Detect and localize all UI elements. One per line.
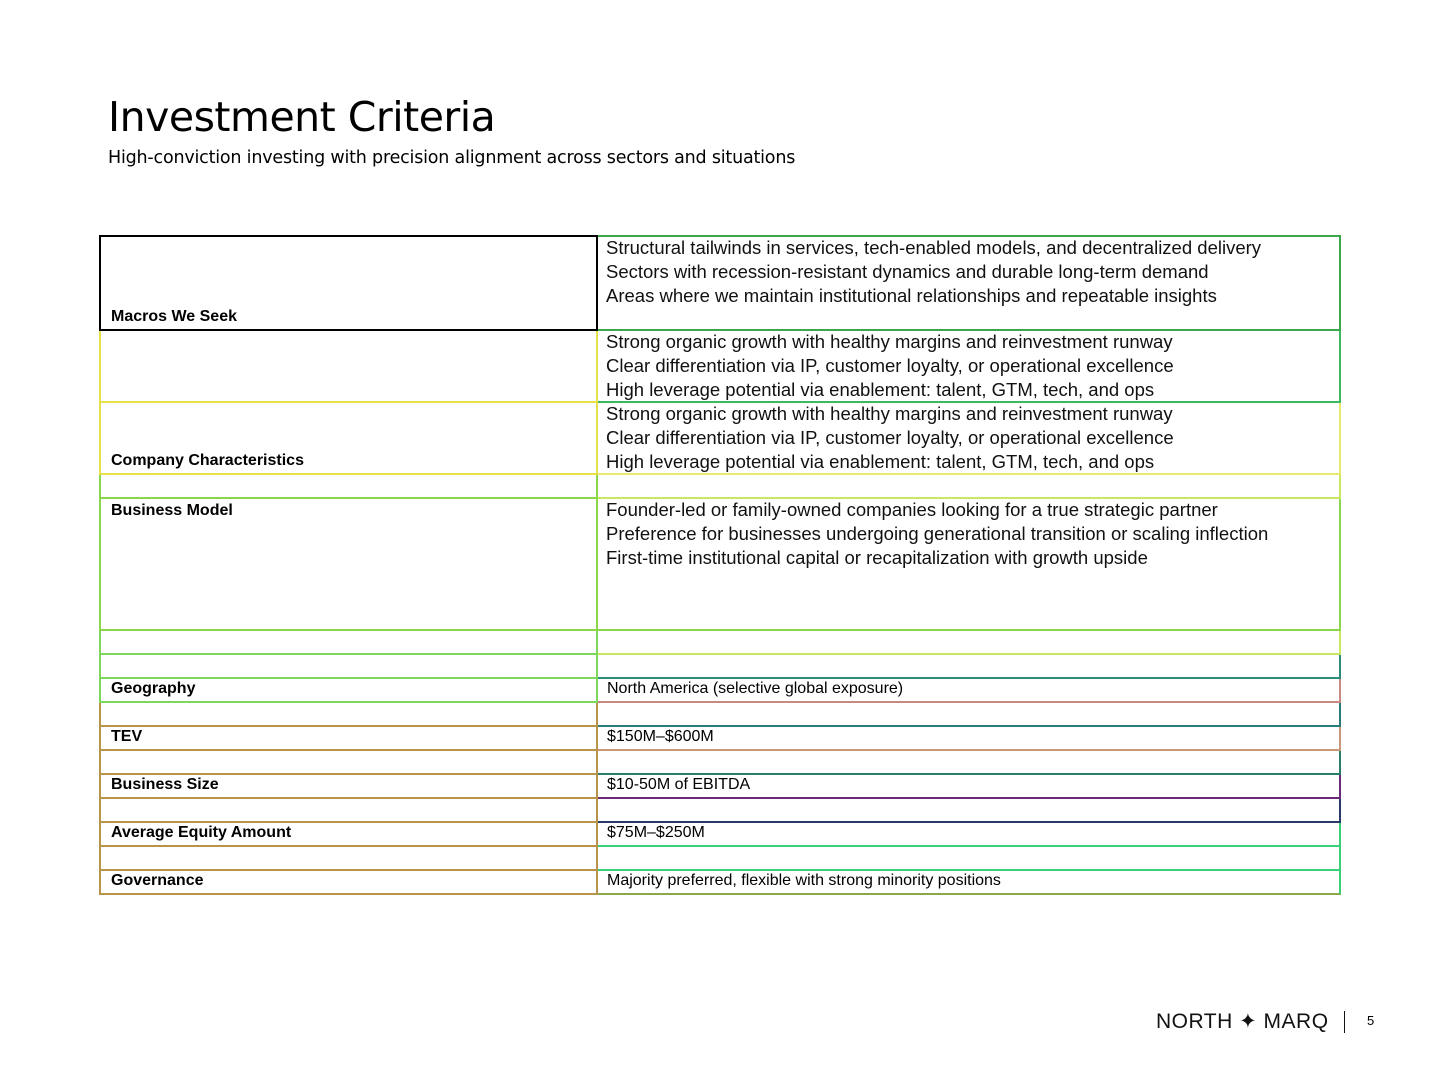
- list-item: Structural tailwinds in services, tech-enabled models, and decentralized delivery: [606, 237, 1262, 258]
- list-item: Areas where we maintain institutional relationships and repeatable insights: [606, 285, 1217, 306]
- list-item: Clear differentiation via IP, customer loyalty, or operational excellence: [606, 355, 1174, 376]
- list-item: High leverage potential via enablement: talent, GTM, tech, and ops: [606, 379, 1155, 400]
- table-row-empty: [99, 847, 1341, 871]
- table-row-empty: [99, 631, 1341, 655]
- equity-label: Average Equity Amount: [111, 824, 292, 841]
- company-label: Company Characteristics: [111, 452, 304, 469]
- table-row-geography: [99, 679, 1341, 703]
- list-item: Strong organic growth with healthy margins and reinvestment runway: [606, 331, 1173, 352]
- list-item: Preference for businesses undergoing generational transition or scaling inflection: [606, 523, 1269, 544]
- business-model-label: Business Model: [111, 502, 233, 519]
- macros-lines: [606, 236, 1335, 308]
- table-row-empty: [99, 475, 1341, 499]
- table-row-empty: [99, 751, 1341, 775]
- list-item: High leverage potential via enablement: talent, GTM, tech, and ops: [606, 451, 1155, 472]
- list-item: Clear differentiation via IP, customer loyalty, or operational excellence: [606, 427, 1174, 448]
- table-row-empty: [99, 655, 1341, 679]
- table-row-empty: [99, 799, 1341, 823]
- list-item: Sectors with recession-resistant dynamics and durable long-term demand: [606, 261, 1209, 282]
- table-row-macros: [99, 235, 1341, 331]
- tev-label: TEV: [111, 728, 143, 745]
- table-row-equity: [99, 823, 1341, 847]
- dup-characteristics-lines: [606, 330, 1335, 402]
- company-logo: NORTH ✦ MARQ: [1156, 1010, 1329, 1033]
- table-row-characteristics-duplicate: [99, 331, 1341, 403]
- table-row-business-model: [99, 499, 1341, 631]
- table-row-business-size: [99, 775, 1341, 799]
- governance-value: Majority preferred, flexible with strong minority positions: [607, 872, 1001, 889]
- table-row-company: [99, 403, 1341, 475]
- list-item: First-time institutional capital or recapitalization with growth upside: [606, 547, 1148, 568]
- footer-divider: [1344, 1011, 1345, 1033]
- tev-value: $150M–$600M: [607, 728, 714, 745]
- governance-label: Governance: [111, 872, 204, 889]
- business-size-value: $10-50M of EBITDA: [607, 776, 751, 793]
- table-row-tev: [99, 727, 1341, 751]
- macros-label: Macros We Seek: [111, 308, 237, 325]
- page-number: 5: [1367, 1013, 1375, 1028]
- page-title: Investment Criteria: [108, 93, 496, 141]
- business-size-label: Business Size: [111, 776, 219, 793]
- page-subtitle: High-conviction investing with precision alignment across sectors and situations: [108, 148, 796, 168]
- geography-value: North America (selective global exposure): [607, 680, 904, 697]
- list-item: Strong organic growth with healthy margins and reinvestment runway: [606, 403, 1173, 424]
- table-row-governance: [99, 871, 1341, 895]
- business-model-lines: [606, 498, 1316, 570]
- geography-label: Geography: [111, 680, 196, 697]
- table-row-empty: [99, 703, 1341, 727]
- company-lines: [606, 402, 1335, 474]
- list-item: Founder-led or family-owned companies looking for a true strategic partner: [606, 499, 1218, 520]
- equity-value: $75M–$250M: [607, 824, 705, 841]
